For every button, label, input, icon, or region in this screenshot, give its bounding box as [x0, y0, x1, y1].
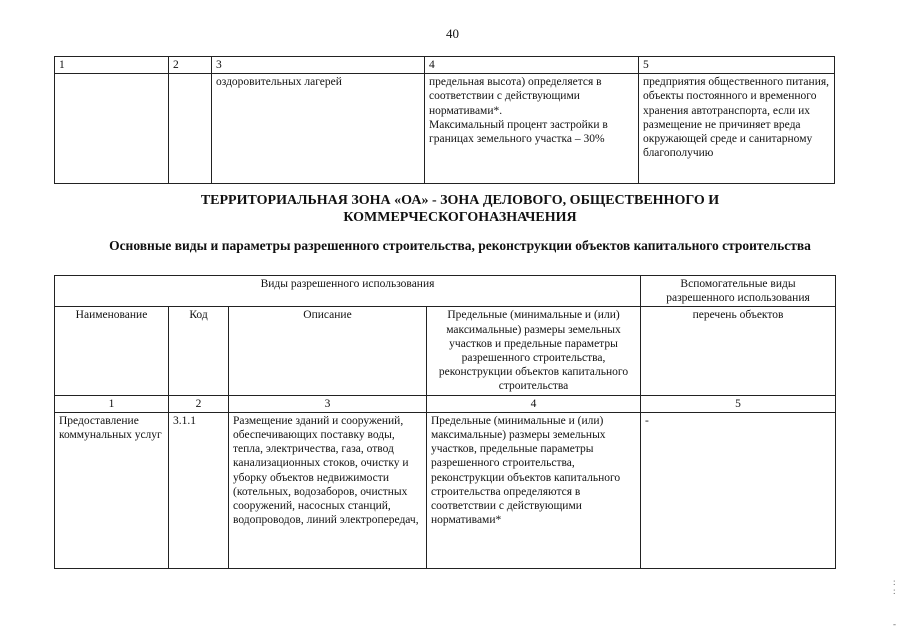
cell-code: 3.1.1	[169, 412, 229, 568]
zone-title: ТЕРРИТОРИАЛЬНАЯ ЗОНА «ОА» - ЗОНА ДЕЛОВОГО, ОБЩЕСТВЕННОГО И КОММЕРЧЕСКОГОНАЗНАЧЕНИЯ	[200, 193, 720, 225]
continued-table	[54, 56, 835, 184]
header-code: Код	[169, 307, 229, 395]
table-row	[55, 74, 835, 184]
cell-description: Размещение зданий и сооружений, обеспечивающих поставку воды, тепла, электричества, газа, отвод канализационных стоков, очистку и уборку объектов недвижимости (котельных, водозаборов, очистных сооружений, насосных станций, водопроводов, линий электропередач,	[229, 412, 427, 568]
column-number: 3	[229, 395, 427, 412]
main-table	[54, 275, 836, 569]
cell-limits: предельная высота) определяется в соответствии с действующими нормативами*. Максимальный процент застройки в границах земельного участка – 30%	[425, 74, 639, 184]
header-objects: перечень объектов	[641, 307, 836, 395]
column-number-row	[55, 395, 836, 412]
header-name: Наименование	[55, 307, 169, 395]
column-number: 2	[169, 57, 212, 74]
cell-objects: -	[641, 412, 836, 568]
section-subtitle: Основные виды и параметры разрешенного строительства, реконструкции объектов капитального строительства	[109, 238, 811, 253]
scan-artifact: : :	[893, 577, 896, 596]
group-header-aux: Вспомогательные виды разрешенного использования	[641, 276, 836, 307]
cell-limits: Предельные (минимальные и (или) максимальные) размеры земельных участков, предельные параметры разрешенного строительства, реконструкции объектов капитального строительства определяются в соответствии с действующими нормативами*	[427, 412, 641, 568]
page-number: 40	[446, 26, 459, 41]
scan-artifact: -	[893, 619, 896, 629]
column-header-row	[55, 307, 836, 395]
cell-description: оздоровительных лагерей	[212, 74, 425, 184]
cell-name: Предоставление коммунальных услуг	[55, 412, 169, 568]
group-header-main: Виды разрешенного использования	[55, 276, 641, 307]
column-number: 1	[55, 57, 169, 74]
column-number: 4	[425, 57, 639, 74]
header-description: Описание	[229, 307, 427, 395]
cell-name	[55, 74, 169, 184]
column-number: 4	[427, 395, 641, 412]
column-number: 1	[55, 395, 169, 412]
column-number: 2	[169, 395, 229, 412]
header-limits: Предельные (минимальные и (или) максимальные) размеры земельных участков и предельные параметры разрешенного строительства, реконструкции объектов капитального строительства	[427, 307, 641, 395]
group-header-row	[55, 276, 836, 307]
cell-code	[169, 74, 212, 184]
table-row	[55, 412, 836, 568]
column-number: 3	[212, 57, 425, 74]
cell-objects: предприятия общественного питания, объекты постоянного и временного хранения автотранспорта, если их размещение не причиняет вреда окружающей среде и санитарному благополучию	[639, 74, 835, 184]
column-number: 5	[639, 57, 835, 74]
table-header-row	[55, 57, 835, 74]
column-number: 5	[641, 395, 836, 412]
